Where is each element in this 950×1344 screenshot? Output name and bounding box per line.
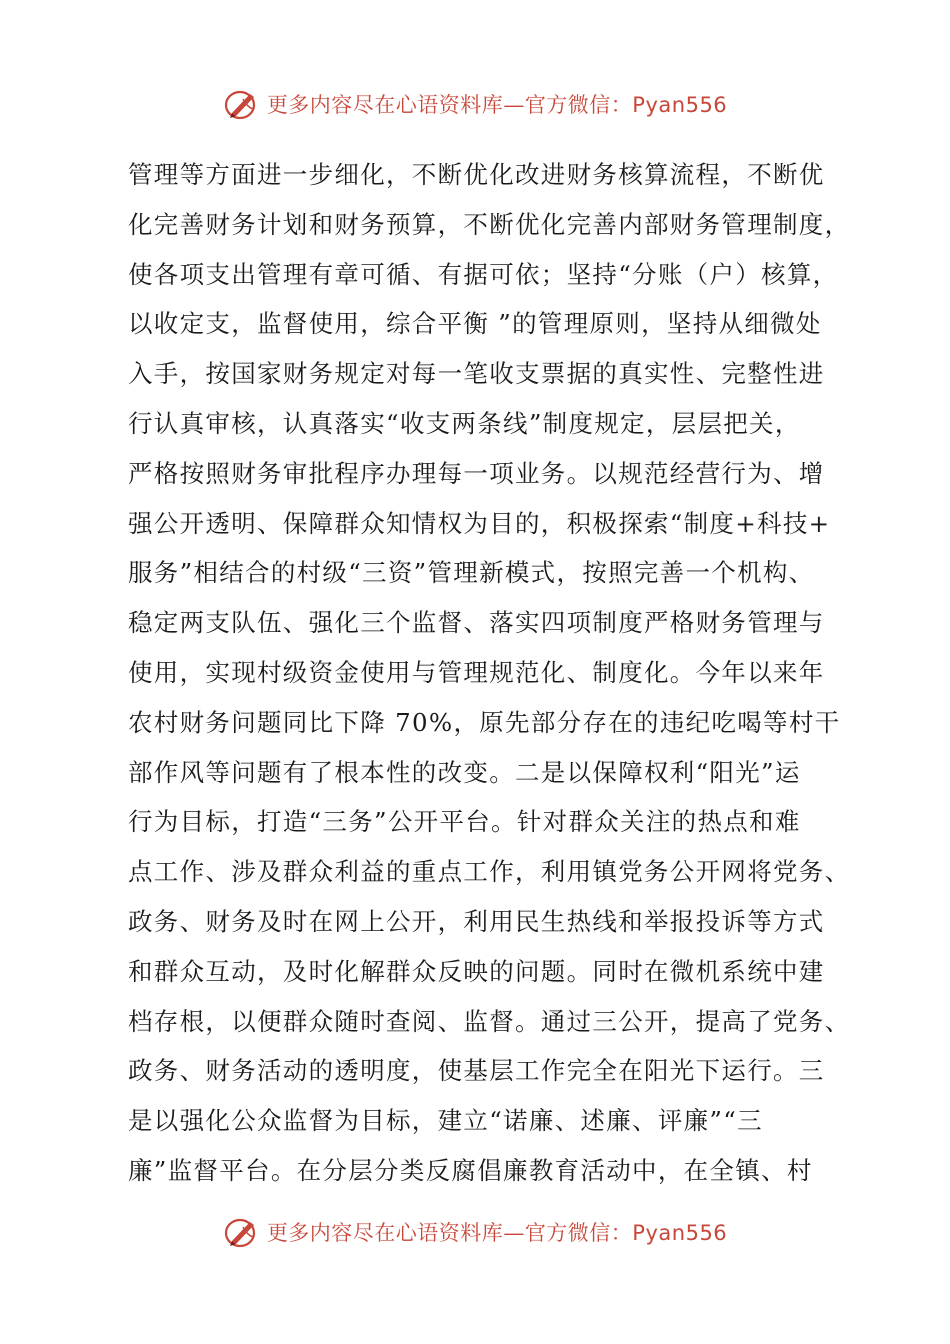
header-banner-dash: — xyxy=(503,93,525,117)
body-line: 农村财务问题同比下降 70%，原先部分存在的违纪吃喝等村干 xyxy=(128,707,841,737)
footer-banner-dash: — xyxy=(503,1221,525,1245)
body-line: 档存根，以便群众随时查阅、监督。通过三公开，提高了党务、 xyxy=(128,1006,851,1036)
header-banner-text xyxy=(267,89,727,119)
body-line: 服务”相结合的村级“三资”管理新模式，按照完善一个机构、 xyxy=(128,558,815,588)
body-line: 稳定两支队伍、强化三个监督、落实四项制度严格财务管理与 xyxy=(128,608,825,638)
body-line: 廉”监督平台。在分层分类反腐倡廉教育活动中，在全镇、村 xyxy=(128,1155,813,1185)
header-banner xyxy=(0,84,950,124)
body-line: 政务、财务活动的透明度，使基层工作完全在阳光下运行。三 xyxy=(128,1056,825,1086)
body-line: 部作风等问题有了根本性的改变。二是以保障权利“阳光”运 xyxy=(128,757,801,787)
body-line: 以收定支，监督使用，综合平衡 ”的管理原则，坚持从细微处 xyxy=(128,309,822,339)
pen-circle-logo-icon xyxy=(223,87,261,121)
document-body xyxy=(128,150,851,1196)
body-line: 政务、财务及时在网上公开，利用民生热线和举报投诉等方式 xyxy=(128,906,825,936)
body-line: 化完善财务计划和财务预算，不断优化完善内部财务管理制度， xyxy=(128,209,851,239)
body-line: 和群众互动，及时化解群众反映的问题。同时在微机系统中建 xyxy=(128,956,825,986)
body-line: 强公开透明、保障群众知情权为目的，积极探索“制度+科技+ xyxy=(128,508,831,538)
body-line: 使用，实现村级资金使用与管理规范化、制度化。今年以来年 xyxy=(128,657,825,687)
footer-banner xyxy=(0,1212,950,1252)
header-banner-wechat: 官方微信：Pyan556 xyxy=(524,93,728,117)
body-line: 使各项支出管理有章可循、有据可依；坚持“分账（户）核算， xyxy=(128,259,839,289)
footer-banner-main: 更多内容尽在心语资料库 xyxy=(266,1221,504,1245)
body-line: 点工作、涉及群众利益的重点工作，利用镇党务公开网将党务、 xyxy=(128,857,851,887)
body-line: 入手，按国家财务规定对每一笔收支票据的真实性、完整性进 xyxy=(128,359,825,389)
body-line: 管理等方面进一步细化，不断优化改进财务核算流程，不断优 xyxy=(128,160,825,189)
footer-banner-text xyxy=(267,1217,727,1247)
body-line: 是以强化公众监督为目标，建立“诺廉、述廉、评廉”“三 xyxy=(128,1106,763,1136)
body-line: 严格按照财务审批程序办理每一项业务。以规范经营行为、增 xyxy=(128,458,825,488)
footer-banner-wechat: 官方微信：Pyan556 xyxy=(524,1221,728,1245)
pen-circle-logo-icon xyxy=(223,1215,261,1249)
body-line: 行为目标，打造“三务”公开平台。针对群众关注的热点和难 xyxy=(128,807,801,837)
body-line: 行认真审核，认真落实“收支两条线”制度规定，层层把关， xyxy=(128,408,801,438)
header-banner-main: 更多内容尽在心语资料库 xyxy=(266,93,504,117)
